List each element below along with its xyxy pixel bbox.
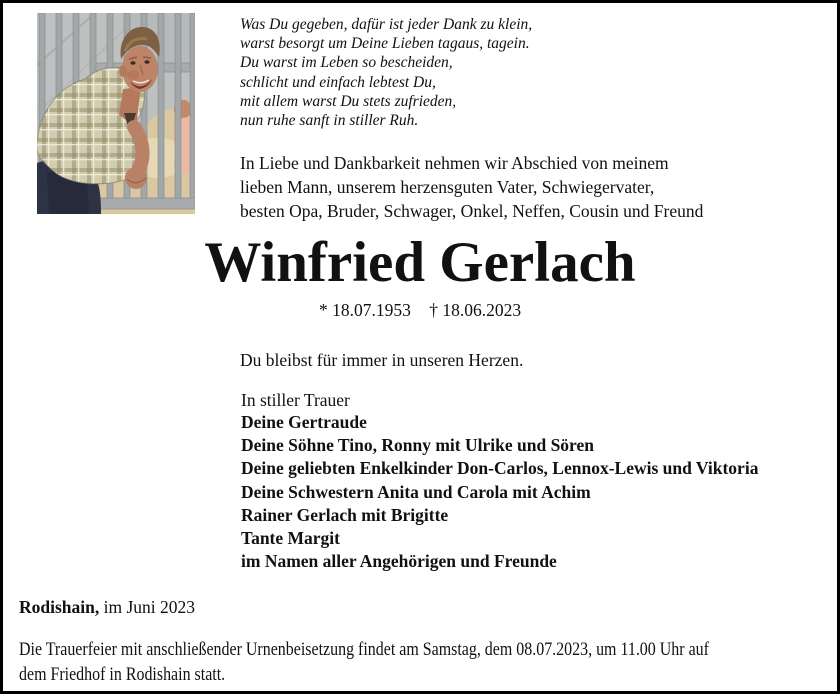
mourner-list bbox=[241, 411, 758, 573]
poem-line: schlicht und einfach lebtest Du, bbox=[240, 73, 436, 91]
poem-line: nun ruhe sanft in stiller Ruh. bbox=[240, 112, 419, 130]
mourner-line: Deine geliebten Enkelkinder Don-Carlos, Lennox-Lewis und Viktoria bbox=[241, 458, 759, 479]
deceased-photo bbox=[37, 13, 195, 214]
farewell-paragraph bbox=[240, 151, 703, 224]
death-date: † 18.06.2023 bbox=[429, 300, 522, 320]
remembrance-line: Du bleibst für immer in unseren Herzen. bbox=[240, 350, 524, 370]
poem-line: warst besorgt um Deine Lieben tagaus, tagein. bbox=[240, 35, 530, 53]
poem-line: Was Du gegeben, dafür ist jeder Dank zu klein, bbox=[240, 16, 533, 33]
funeral-info bbox=[19, 638, 840, 687]
farewell-line: In Liebe und Dankbarkeit nehmen wir Abschied von meinem bbox=[240, 153, 669, 173]
place-dateline bbox=[19, 597, 195, 618]
farewell-line: besten Opa, Bruder, Schwager, Onkel, Neffen, Cousin und Freund bbox=[240, 201, 704, 222]
mourner-line: Tante Margit bbox=[241, 528, 340, 549]
mourner-line: Deine Söhne Tino, Ronny mit Ulrike und Sören bbox=[241, 435, 594, 456]
poem-line: mit allem warst Du stets zufrieden, bbox=[240, 92, 457, 110]
poem-line: Du warst im Leben so bescheiden, bbox=[240, 54, 453, 72]
mourner-line: Deine Gertraude bbox=[241, 412, 367, 432]
life-dates bbox=[3, 300, 837, 321]
funeral-line: dem Friedhof in Rodishain statt. bbox=[19, 663, 226, 685]
farewell-line: lieben Mann, unserem herzensguten Vater, Schwiegervater, bbox=[240, 177, 655, 198]
place-name: Rodishain, bbox=[19, 597, 100, 617]
dateline-rest: im Juni 2023 bbox=[99, 597, 196, 617]
mourner-line: im Namen aller Angehörigen und Freunde bbox=[241, 551, 557, 572]
deceased-name: Winfried Gerlach bbox=[204, 231, 636, 294]
birth-date: * 18.07.1953 bbox=[318, 300, 411, 320]
mourner-line: Rainer Gerlach mit Brigitte bbox=[241, 504, 449, 525]
funeral-line: Die Trauerfeier mit anschließender Urnenbeisetzung findet am Samstag, dem 08.07.2023, um 11.00 Uhr auf bbox=[19, 639, 709, 660]
mourner-line: Deine Schwestern Anita und Carola mit Achim bbox=[241, 481, 591, 502]
memorial-poem bbox=[240, 15, 532, 130]
mourning-heading: In stiller Trauer bbox=[241, 390, 350, 410]
mourning-section bbox=[241, 390, 758, 573]
